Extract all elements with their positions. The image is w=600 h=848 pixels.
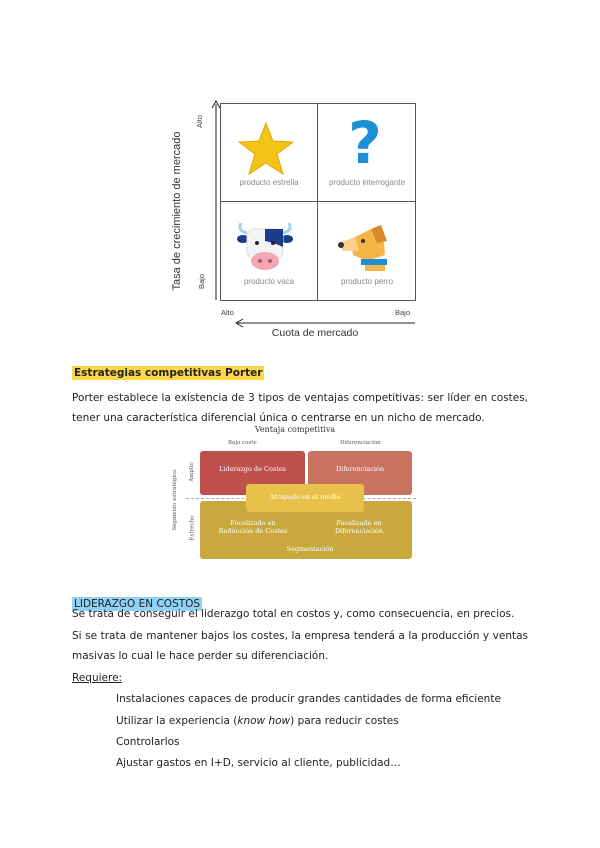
section-heading-porter xyxy=(72,361,264,380)
porter-row-narrow: Estrecho xyxy=(189,515,196,541)
cow-icon xyxy=(235,217,295,273)
requires-label: Requiere: xyxy=(72,672,123,684)
porter-box-stuck xyxy=(246,484,364,512)
porter-box-focus-cost-label: Focalizado en Reducción de Costes xyxy=(218,519,288,535)
list-item: Instalaciones capaces de producir grandes cantidades de forma eficiente xyxy=(116,693,501,705)
porter-box-focus-diff-label: Focalizado en Diferenciación xyxy=(334,519,384,535)
porter-row-axis: Segmento estratégico xyxy=(172,469,178,531)
quadrant-question-label: producto interrogante xyxy=(328,178,406,187)
bcg-matrix xyxy=(165,95,435,345)
quadrant-cow-label: producto vaca xyxy=(243,277,295,286)
list-item-italic: know how xyxy=(237,715,291,727)
list-item xyxy=(116,711,399,731)
porter-box-leadership-label: Liderazgo de Costes xyxy=(218,465,287,473)
list-item-text: Utilizar la experiencia ( xyxy=(116,715,238,727)
quadrant-dog-label: producto perro xyxy=(340,277,394,286)
porter-diagram xyxy=(170,425,420,565)
porter-title: Ventaja competitiva xyxy=(254,425,336,434)
porter-col-diff: Diferenciación xyxy=(340,440,381,446)
costos-line2: Si se trata de mantener bajos los costes, la empresa tenderá a la producción y ventas masivas lo cual le hace perder su diferenciación. xyxy=(72,630,528,662)
list-item: Ajustar gastos en I+D, servicio al cliente, publicidad… xyxy=(116,757,401,769)
porter-col-low-cost: Bajo coste xyxy=(228,440,257,446)
bcg-y-high: Alto xyxy=(194,115,204,128)
bcg-x-high: Alto xyxy=(221,308,234,317)
costos-line1: Se trata de conseguir el liderazgo total en costos y, como consecuencia, en precios. xyxy=(72,608,515,620)
bcg-y-low: Bajo xyxy=(197,273,207,290)
bcg-x-axis-label: Cuota de mercado xyxy=(271,327,359,339)
porter-paragraph: Porter establece la existencia de 3 tipos de ventajas competitivas: ser líder en costes, tener una característica diferencial única o centrarse en un nicho de mercado. xyxy=(72,392,528,424)
bcg-y-axis-label: Tasa de crecimiento de mercado xyxy=(171,131,183,291)
porter-box-diff-label: Diferenciación xyxy=(335,465,385,473)
list-item: Controlarlos xyxy=(116,736,180,748)
porter-box-stuck-label: Atrapado en el medio xyxy=(269,493,341,501)
star-icon xyxy=(237,121,295,177)
porter-row-broad: Amplio xyxy=(188,462,195,482)
porter-heading: Estrategias competitivas Porter xyxy=(74,367,263,379)
list-item-tail: ) para reducir costes xyxy=(290,715,399,727)
porter-box-segment-label: Segmentación xyxy=(286,545,334,553)
dog-icon xyxy=(337,221,393,273)
question-icon: ? xyxy=(348,109,382,177)
bcg-x-low: Bajo xyxy=(395,308,411,317)
quadrant-star-label: producto estrella xyxy=(239,178,299,187)
costos-heading: LIDERAZGO EN COSTOS xyxy=(74,598,201,610)
